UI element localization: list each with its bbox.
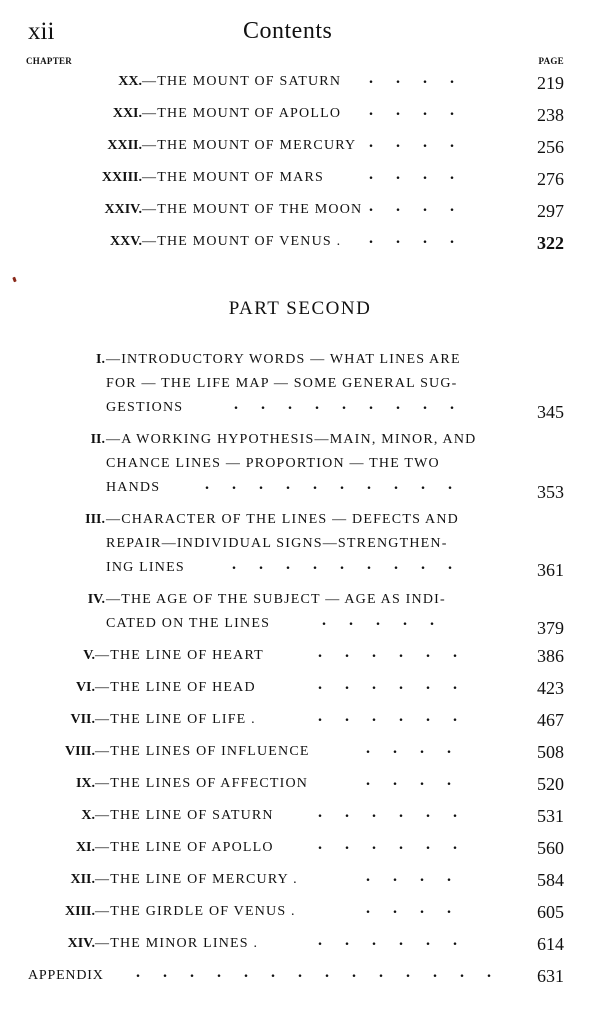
chapter-number: X. <box>81 808 95 823</box>
chapter-title: —THE LINE OF HEART <box>95 648 264 663</box>
chapter-number: XII. <box>70 872 95 887</box>
dot-leader: ...... <box>318 644 480 661</box>
page-ref: 631 <box>537 966 564 986</box>
chapter-title: —THE MINOR LINES . <box>95 936 259 951</box>
page-ref: 560 <box>537 838 564 858</box>
toc-entry <box>0 772 600 808</box>
page-ref: 423 <box>537 678 564 698</box>
chapter-number: IV. <box>87 592 105 607</box>
page-ref: 614 <box>537 934 564 954</box>
page-ref: 276 <box>537 169 564 189</box>
page-number: xii <box>28 18 55 45</box>
chapter-number: XX. <box>118 74 142 89</box>
dot-leader: ......... <box>232 556 475 573</box>
toc-entry <box>0 72 600 104</box>
page-ref: 322 <box>537 233 564 253</box>
chapter-title-line: HANDS <box>106 480 161 495</box>
dot-leader: .... <box>369 166 477 183</box>
toc-entry <box>0 708 600 744</box>
page-ref: 219 <box>537 73 564 93</box>
chapter-title-line: —INTRODUCTORY WORDS — WHAT LINES ARE <box>106 352 461 367</box>
page-ref: 467 <box>537 710 564 730</box>
chapter-title-line: CHANCE LINES — PROPORTION — THE TWO <box>106 456 440 471</box>
chapter-number: XI. <box>75 840 95 855</box>
chapter-title-line: ING LINES <box>106 560 185 575</box>
dot-leader: ...... <box>318 676 480 693</box>
toc-entry <box>0 104 600 136</box>
chapter-title: —THE LINE OF MERCURY . <box>95 872 298 887</box>
toc-entry <box>0 232 600 264</box>
dot-leader: .... <box>369 230 477 247</box>
chapter-title: —THE MOUNT OF THE MOON <box>142 202 363 217</box>
chapter-title: —THE MOUNT OF SATURN <box>142 74 342 89</box>
toc-entry <box>0 836 600 872</box>
page-ref: 379 <box>537 618 564 638</box>
dot-leader: ...... <box>318 932 480 949</box>
dot-leader: .... <box>369 102 477 119</box>
toc-entry-appendix <box>0 964 600 1000</box>
chapter-number: XXIII. <box>101 170 142 185</box>
chapter-title: —THE MOUNT OF VENUS . <box>142 234 342 249</box>
chapter-number: XIII. <box>65 904 95 919</box>
chapter-number: XXI. <box>112 106 142 121</box>
chapter-title: —THE GIRDLE OF VENUS . <box>95 904 296 919</box>
dot-leader: ...... <box>318 804 480 821</box>
page-ref: 361 <box>537 560 564 580</box>
page-ref: 584 <box>537 870 564 890</box>
chapter-title: —THE MOUNT OF APOLLO <box>142 106 342 121</box>
chapter-number: VI. <box>75 680 95 695</box>
chapter-number: III. <box>85 512 105 527</box>
chapter-title: —THE LINES OF AFFECTION <box>95 776 309 791</box>
dot-leader: .... <box>366 740 474 757</box>
chapter-title-line: GESTIONS <box>106 400 184 415</box>
chapter-number: I. <box>96 352 105 367</box>
running-title: Contents <box>243 18 333 44</box>
page-ref: 386 <box>537 646 564 666</box>
page-column-label: PAGE <box>538 56 564 66</box>
dot-leader: ......... <box>234 396 477 413</box>
chapter-title: —THE LINE OF APOLLO <box>95 840 274 855</box>
page-ref: 238 <box>537 105 564 125</box>
dot-leader: .... <box>366 868 474 885</box>
chapter-number: IX. <box>75 776 95 791</box>
chapter-title: —THE LINES OF INFLUENCE <box>95 744 310 759</box>
page-ref: 605 <box>537 902 564 922</box>
chapter-number: XXII. <box>107 138 142 153</box>
toc-entry <box>0 676 600 712</box>
dot-leader: ...... <box>318 836 480 853</box>
chapter-column-label: CHAPTER <box>26 56 73 66</box>
chapter-title: —THE LINE OF LIFE . <box>95 712 256 727</box>
toc-entry <box>0 644 600 680</box>
chapter-title: —THE MOUNT OF MARS <box>142 170 324 185</box>
page-ref: 353 <box>537 482 564 502</box>
dot-leader: .... <box>369 198 477 215</box>
dot-leader: .... <box>366 900 474 917</box>
page-ref: 345 <box>537 402 564 422</box>
chapter-title-line: REPAIR—INDIVIDUAL SIGNS—STRENGTHEN- <box>106 536 448 551</box>
page-ref: 520 <box>537 774 564 794</box>
chapter-title-line: —CHARACTER OF THE LINES — DEFECTS AND <box>106 512 459 527</box>
chapter-title: —THE LINE OF HEAD <box>95 680 256 695</box>
ink-speck <box>12 277 17 283</box>
dot-leader: .... <box>366 772 474 789</box>
page-ref: 256 <box>537 137 564 157</box>
part-heading: PART SECOND <box>228 298 372 319</box>
dot-leader: .............. <box>136 964 514 981</box>
toc-entry <box>0 868 600 904</box>
appendix-title: APPENDIX <box>28 968 104 983</box>
dot-leader: .......... <box>205 476 475 493</box>
chapter-number: XXV. <box>109 234 142 249</box>
toc-entry <box>0 168 600 200</box>
page-ref: 508 <box>537 742 564 762</box>
toc-entry <box>0 740 600 776</box>
dot-leader: .... <box>369 134 477 151</box>
dot-leader: .... <box>369 70 477 87</box>
chapter-title: —THE MOUNT OF MERCURY <box>142 138 357 153</box>
toc-entry <box>0 136 600 168</box>
page-ref: 297 <box>537 201 564 221</box>
page-ref: 531 <box>537 806 564 826</box>
chapter-title-line: FOR — THE LIFE MAP — SOME GENERAL SUG- <box>106 376 458 391</box>
chapter-title: —THE LINE OF SATURN <box>95 808 274 823</box>
chapter-number: XXIV. <box>104 202 142 217</box>
chapter-title-line: —A WORKING HYPOTHESIS—MAIN, MINOR, AND <box>106 432 477 447</box>
chapter-number: II. <box>90 432 105 447</box>
chapter-number: VII. <box>70 712 95 727</box>
chapter-number: V. <box>83 648 95 663</box>
chapter-number: VIII. <box>65 744 95 759</box>
dot-leader: ...... <box>318 708 480 725</box>
chapter-title-line: —THE AGE OF THE SUBJECT — AGE AS INDI- <box>106 592 446 607</box>
dot-leader: ..... <box>322 612 457 629</box>
toc-entry <box>0 804 600 840</box>
toc-entry <box>0 200 600 232</box>
chapter-number: XIV. <box>67 936 95 951</box>
toc-entry <box>0 900 600 936</box>
chapter-title-line: CATED ON THE LINES <box>106 616 271 631</box>
